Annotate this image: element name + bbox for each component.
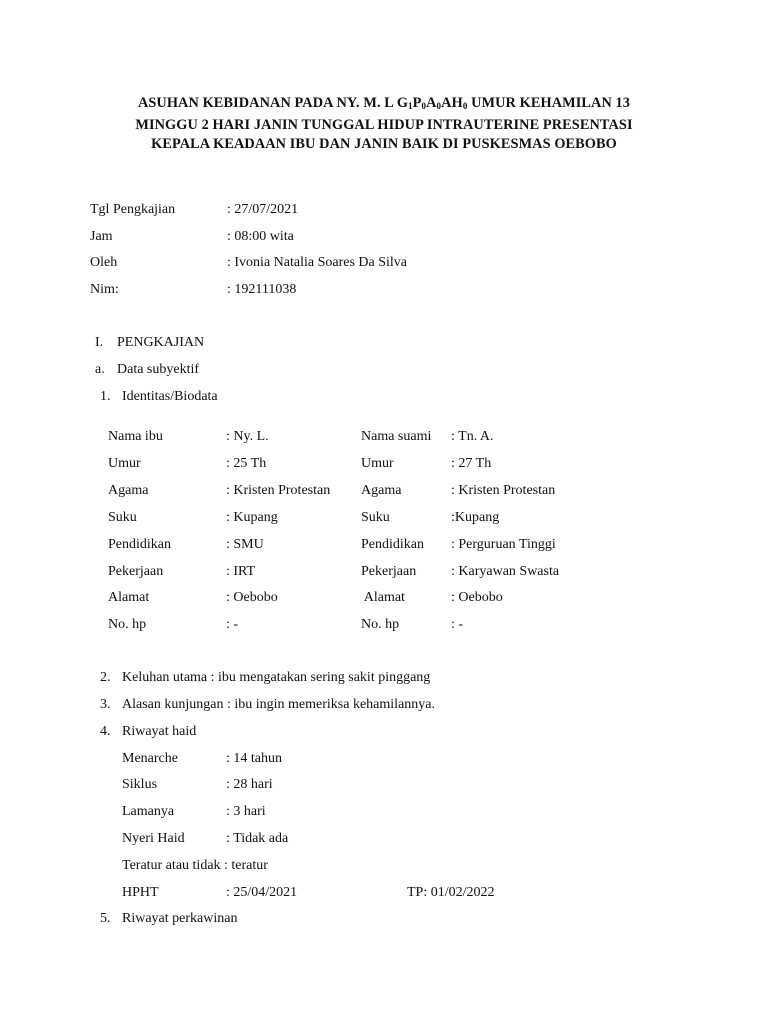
haid-label: Lamanya [122, 804, 175, 819]
biodata-value: : - [226, 617, 239, 632]
info-label-tgl: Tgl Pengkajian [90, 202, 176, 217]
biodata-value: : Tn. A. [451, 429, 494, 444]
section-a-heading: Data subyektif [117, 362, 200, 377]
biodata-label: Nama ibu [108, 429, 163, 444]
info-label-oleh: Oleh [90, 255, 118, 270]
title-line-2: MINGGU 2 HARI JANIN TUNGGAL HIDUP INTRAUTERINE PRESENTASI [135, 117, 633, 133]
section-a-number: a. [95, 362, 105, 377]
biodata-value: : Karyawan Swasta [451, 564, 560, 579]
haid-teratur: Teratur atau tidak : teratur [122, 858, 268, 873]
info-label-jam: Jam [90, 229, 113, 244]
biodata-label: Agama [361, 483, 402, 498]
tp-value: TP: 01/02/2022 [407, 885, 495, 900]
item-1-heading: Identitas/Biodata [122, 389, 218, 404]
haid-label: Nyeri Haid [122, 831, 185, 846]
item-2-number: 2. [100, 670, 111, 685]
biodata-value: : Oebobo [451, 590, 503, 605]
info-value-tgl: : 27/07/2021 [227, 202, 299, 217]
haid-label: Menarche [122, 751, 178, 766]
biodata-value: : Kristen Protestan [451, 483, 556, 498]
haid-value: : 3 hari [226, 804, 266, 819]
biodata-label: Suku [361, 510, 390, 525]
biodata-value: : Kristen Protestan [226, 483, 331, 498]
biodata-value: : Perguruan Tinggi [451, 537, 556, 552]
biodata-label: Pendidikan [361, 537, 424, 552]
biodata-value: :Kupang [451, 510, 500, 525]
haid-value: : Tidak ada [226, 831, 289, 846]
biodata-value: : Ny. L. [226, 429, 269, 444]
title-line-3: KEPALA KEADAAN IBU DAN JANIN BAIK DI PUSKESMAS OEBOBO [151, 136, 617, 152]
item-3-text: Alasan kunjungan : ibu ingin memeriksa kehamilannya. [122, 697, 435, 712]
biodata-value: : 27 Th [451, 456, 492, 471]
biodata-label: Suku [108, 510, 137, 525]
biodata-label: Agama [108, 483, 149, 498]
biodata-value: : IRT [226, 564, 256, 579]
item-4-number: 4. [100, 724, 111, 739]
biodata-label: Alamat [361, 590, 405, 605]
haid-value: : 14 tahun [226, 751, 282, 766]
info-label-nim: Nim: [90, 282, 119, 297]
haid-label: Siklus [122, 777, 158, 792]
section-i-heading: PENGKAJIAN [117, 335, 205, 350]
biodata-label: Pekerjaan [108, 564, 164, 579]
info-value-jam: : 08:00 wita [227, 229, 294, 244]
biodata-label: Alamat [108, 590, 150, 605]
biodata-label: No. hp [108, 617, 147, 632]
biodata-value: : 25 Th [226, 456, 267, 471]
biodata-value: : - [451, 617, 464, 632]
info-value-oleh: : Ivonia Natalia Soares Da Silva [227, 255, 408, 270]
item-5-text: Riwayat perkawinan [122, 911, 238, 926]
item-3-number: 3. [100, 697, 111, 712]
hpht-value: : 25/04/2021 [226, 885, 298, 900]
biodata-label: Umur [361, 456, 394, 471]
hpht-label: HPHT [122, 885, 159, 900]
biodata-label: Umur [108, 456, 141, 471]
item-5-number: 5. [100, 911, 111, 926]
item-2-text: Keluhan utama : ibu mengatakan sering sakit pinggang [122, 670, 431, 685]
biodata-value: : Oebobo [226, 590, 278, 605]
info-value-nim: : 192111038 [227, 282, 297, 297]
item-4-text: Riwayat haid [122, 724, 197, 739]
biodata-label: Pendidikan [108, 537, 171, 552]
document-title [100, 94, 668, 154]
title-line-1: ASUHAN KEBIDANAN PADA NY. M. L $G_1P_0A_0AH_0$ UMUR KEHAMILAN 13 [137, 95, 631, 111]
biodata-value: : SMU [226, 537, 264, 552]
biodata-label: Pekerjaan [361, 564, 417, 579]
biodata-label: Nama suami [361, 429, 432, 444]
haid-value: : 28 hari [226, 777, 273, 792]
item-1-number: 1. [100, 389, 111, 404]
section-i-number: I. [95, 335, 104, 350]
biodata-label: No. hp [361, 617, 400, 632]
biodata-value: : Kupang [226, 510, 278, 525]
